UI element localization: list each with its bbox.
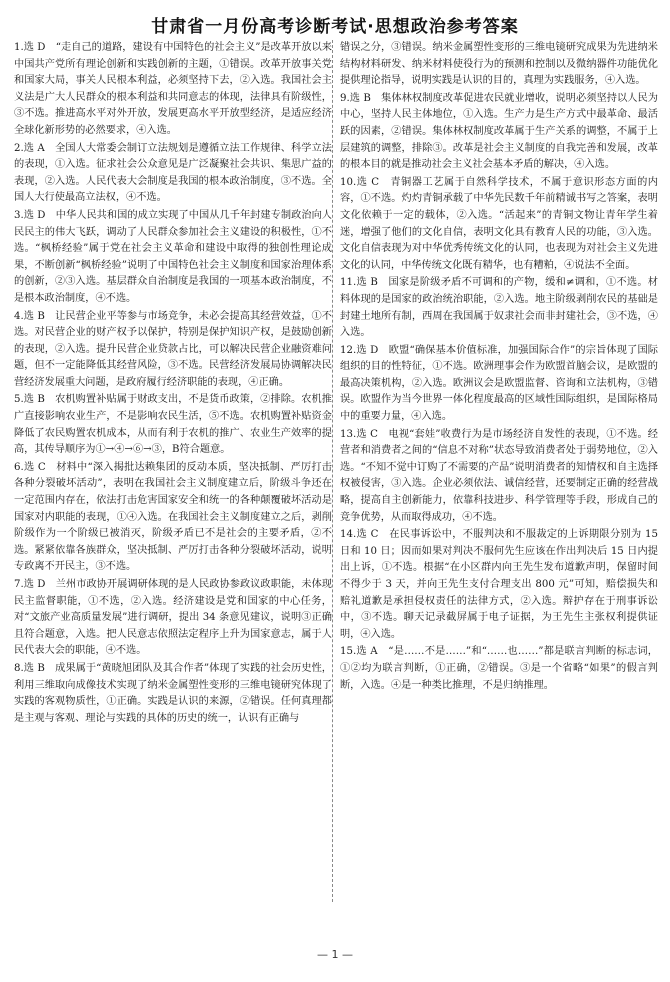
answer-number: 4.	[14, 310, 24, 322]
answer-text: 选 B 集体林权制度改革促进农民就业增收，说明必须坚持以人民为中心，坚持人民主体地位，①入选。生产力是生产方式中最革命、最活跃的因素，②错误。集体林权制度改革属于生产关系的调整，不属于上层建筑的调整，排除③。改革是社会主义制度的自我完善和发展，改革的根本目的就是推动社会主义社会基本矛盾的解决，④入选。	[340, 92, 658, 171]
right-column	[340, 40, 662, 695]
answer-item	[14, 460, 332, 576]
answer-number: 5.	[14, 394, 24, 406]
answer-item	[340, 644, 658, 694]
answer-number: 1.	[14, 42, 24, 53]
answer-item	[340, 275, 658, 341]
answer-item	[340, 343, 658, 426]
answer-item	[14, 208, 332, 308]
answer-text: 选 D 兰州市政协开展调研体现的是人民政协参政议政职能，未体现民主监督职能，①不选，②入选。经济建设是党和国家的中心任务，对“文旅产业高质量发展”进行调研，提出 34 条意见建议，说明③正确且符合题意，入选。把人民意志依照法定程序上升为国家意志，属于人民代表大会的职能，④不选。	[14, 579, 332, 657]
answer-item	[340, 527, 662, 643]
answer-text: 选 B 农机购置补贴属于财政支出，不是货币政策，②排除。农机推广直接影响农业生产，不是影响农民生活，⑤不选。农机购置补贴资金降低了农民购置农机成本，从而有利于农机的推广、农业生产效率的提高，其传导顺序为①→④→⑥→③，B符合题意。	[14, 394, 332, 456]
answer-item	[14, 577, 332, 660]
answer-text: 选 C 青铜器工艺属于自然科学技术，不属于意识形态方面的内容，①不选。灼灼青铜承载了中华先民数千年前精诚书写之答案，表明文化依赖于一定的载体，②入选。“活起来”的青铜文物让青年学生着迷，增强了他们的文化自信，表明文化具有教育人民的功能，③入选。文化自信表现为对中华优秀传统文化的认同，也表现为对社会主义先进文化的认同，中华传统文化既有精华，也有糟粕，④说法不全面。	[340, 176, 658, 271]
answer-number: 14.	[340, 529, 357, 541]
answer-text: 选 D “走自己的道路，建设有中国特色的社会主义”是改革开放以来中国共产党所有理论创新和实践创新的主题，①错误。改革开放事关党和国家大局，事关人民根本利益，必须坚持下去，②入选。我国社会主义法是广大人民群众的根本利益和共同意志的体现，法律具有阶级性，③不选。推进高水平对外开放，发展更高水平开放型经济，是适应经济全球化新形势的必然要求，④入选。	[14, 42, 332, 136]
answer-text: 选 B 国家是阶级矛盾不可调和的产物，缓和≠调和，①不选。材料体现的是国家的政治统治职能，②入选。地主阶级剥削农民的基础是封建土地所有制，西周在我国属于奴隶社会而非封建社会，③不选，④入选。	[340, 277, 658, 339]
answer-text: 选 D 欧盟“确保基本价值标准，加强国际合作”的宗旨体现了国际组织的目的性特征，①不选。欧洲理事会作为欧盟首脑会议，是欧盟的最高决策机构，②入选。欧洲议会是欧盟监督、咨询和立法机构，③错误。欧盟作为当今世界一体化程度最高的区域性国际组织，是国际格局中的重要力量，④入选。	[340, 344, 658, 423]
answer-text: 选 C 材料中“深入揭批达赖集团的反动本质，坚决抵制、严厉打击各种分裂破坏活动”，表明在我国社会主义制度建立后，阶级斗争还在一定范围内存在，依法打击危害国家安全和统一的各种颠覆破坏活动是国家对内职能的表现，①④入选。在我国社会主义制度建立之后，剥削阶级作为一个阶级已被消灭，阶级矛盾已不是社会的主要矛盾，②不选。紧紧依靠各族群众，坚决抵制、严厉打击各种分裂破坏活动，说明专政离不开民主，③不选。	[14, 461, 332, 573]
answer-text: 选 A “是……不是……”和“……也……”都是联言判断的标志词，①②均为联言判断，①正确，②错误。③是一个省略“如果”的假言判断，入选。④是一种类比推理，不是归纳推理。	[340, 646, 658, 691]
answer-item	[340, 175, 658, 275]
page-title: 甘肃省一月份高考诊断考试·思想政治参考答案	[151, 17, 519, 37]
left-column	[14, 40, 332, 728]
answer-number: 3.	[14, 209, 24, 221]
answer-item	[340, 427, 658, 527]
answer-item	[340, 91, 658, 174]
answer-text: 选 A 全国人大常委会制订立法规划是遵循立法工作规律、科学立法的表现，①入选。征求社会公众意见是广泛凝聚社会共识、集思广益的表现，②入选。人民代表大会制度是我国的根本政治制度，③不选。全国人大行使最高立法权，④不选。	[14, 142, 332, 204]
answer-text: 选 B 成果属于“黄晓旭团队及其合作者”体现了实践的社会历史性，利用三维取向成像技术实现了纳米金属塑性变形的三维电镜研究体现了实践的客观物质性，①正确。实践是认识的来源，②错误。任何真理都是主观与客观、理论与实践的具体的历史的统一，认识有正确与	[14, 662, 332, 724]
answer-number: 7.	[14, 579, 24, 590]
answer-number: 9.	[340, 92, 350, 104]
answer-number: 13.	[340, 428, 357, 440]
answer-text: 选 C 在民事诉讼中，不服判决和不服裁定的上诉期限分别为 15 日和 10 日；因而如果对判决不服何先生应该在作出判决后 15 日内提出上诉，①不选。根据“在小区群内向王先生发布道歉声明，保留时间不得少于 3 天，并向王先生支付合理支出 800 元”可知，赔偿损失和赔礼道歉是承担侵权责任的法律方式，②入选。辩护存在于刑事诉讼中，③不选。聊天记录截屏属于电子证据，为王先生主张权利提供证明，④入选。	[340, 529, 662, 640]
answer-text: 错误之分，③错误。纳米金属塑性变形的三维电镜研究成果为先进纳米结构材料研发、纳米材料使役行为的预测和控制以及微纳器件功能优化提供理论指导，说明实践是认识的目的，真理为实践服务，④入选。	[340, 42, 658, 87]
answer-item	[14, 141, 332, 207]
answer-number: 2.	[14, 142, 24, 154]
answer-item	[14, 40, 332, 140]
answer-number: 11.	[340, 277, 357, 289]
answer-number: 12.	[340, 344, 357, 356]
answer-item	[14, 309, 332, 392]
answer-number: 15.	[340, 646, 357, 658]
answer-item	[14, 392, 332, 458]
answer-text: 选 B 让民营企业平等参与市场竞争，未必会提高其经营效益，①不选。对民营企业的财产权予以保护，特别是保护知识产权，是鼓励创新的表现，②入选。提升民营企业贷款占比，可以解决民营企业融资难问题，但不一定能降低其经营风险，③不选。民营经济发展局协调解决民营经济发展重大问题，是政府履行经济职能的表现，④正确。	[14, 310, 332, 388]
answer-item	[340, 40, 658, 90]
answer-text: 选 D 中华人民共和国的成立实现了中国从几千年封建专制政治向人民民主的伟大飞跃，调动了人民群众参加社会主义建设的积极性，①不选。“枫桥经验”属于党在社会主义革命和建设中取得的独创性理论成果，不断创新“枫桥经验”说明了中国特色社会主义制度和国家治理体系的创新，②③入选。基层群众自治制度是我国的一项基本政治制度，不是根本政治制度，④不选。	[14, 209, 332, 304]
answer-number: 8.	[14, 662, 24, 674]
page-number: — 1 —	[317, 948, 353, 961]
answer-item	[14, 661, 332, 727]
answer-text: 选 C 电视“套娃”收费行为是市场经济自发性的表现，①不选。经营者和消费者之间的“信息不对称”状态导致消费者处于弱势地位，②入选。“不知不觉中订购了不需要的产品”说明消费者的知情权和自主选择权被侵害，③入选。企业必须依法、诚信经营，还要制定正确的经营战略，提高自主创新能力，依靠科技进步、科学管理等手段，形成自己的竞争优势，从而取得成功，④不选。	[340, 428, 658, 523]
column-divider	[332, 40, 333, 902]
answer-number: 6.	[14, 461, 24, 473]
answer-number: 10.	[340, 176, 357, 188]
